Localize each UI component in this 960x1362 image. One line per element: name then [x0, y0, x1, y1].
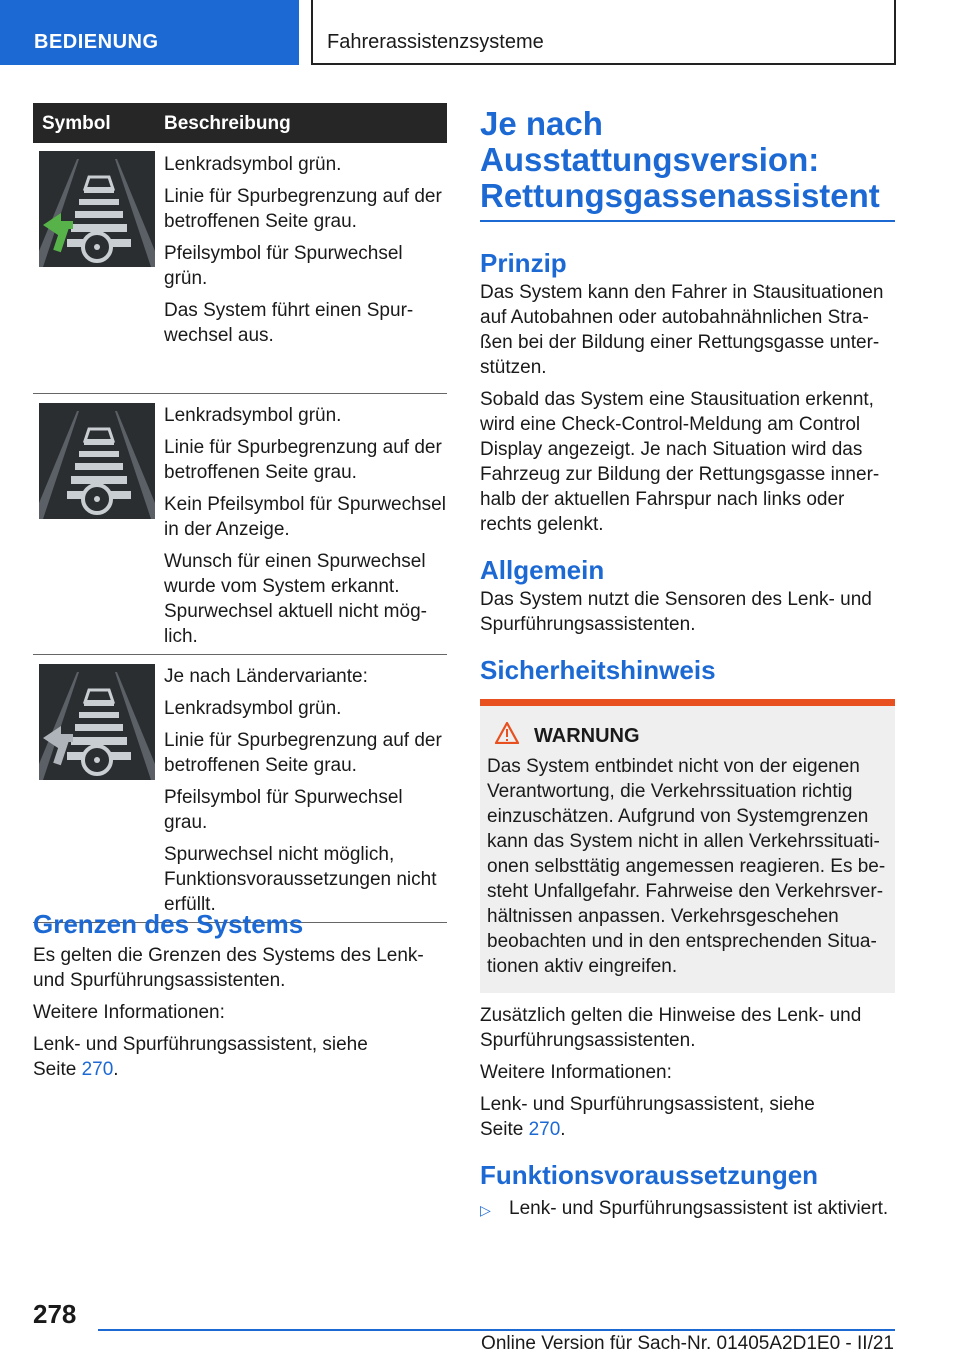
description-line: Pfeilsymbol für Spurwechsel grau.	[164, 787, 403, 833]
column-header-symbol: Symbol	[42, 113, 111, 134]
chapter-title: Fahrerassistenzsysteme	[311, 0, 896, 65]
table-row	[33, 143, 447, 394]
reference-text	[480, 1092, 895, 1142]
general-heading: Allgemein	[480, 555, 605, 585]
description-line: Linie für Spurbegrenzung auf der betroffenen Seite grau.	[164, 186, 442, 232]
extra-text: Zusätzlich gelten die Hinweise des Lenk- und Spurführungsassistenten.	[480, 1005, 862, 1051]
page-link[interactable]: 270	[81, 1059, 114, 1080]
list-item-text: Lenk- und Spurführungsassistent ist aktiviert.	[509, 1198, 889, 1219]
table-row	[33, 394, 447, 655]
footer-online-version: Online Version für Sach-Nr. 01405A2D1E0 - II/21	[481, 1333, 894, 1354]
warning-label: WARNUNG	[534, 724, 640, 747]
more-info-label: Weitere Informationen:	[480, 1062, 672, 1083]
description-line: Linie für Spurbegrenzung auf der betroffenen Seite grau.	[164, 437, 442, 483]
reference-end: .	[113, 1059, 119, 1080]
principle-text: Das System kann den Fahrer in Stausituationen auf Autobahnen oder autobahnähnlichen Straßen bei der Bildung einer Rettungsgasse unterstützen.	[480, 282, 884, 378]
warning-text: Das System entbindet nicht von der eigenen Verantwortung, die Verkehrssituation richtig einzuschätzen. Aufgrund von Systemgrenzen kann das System nicht in allen Verkehrssituationen selbsttätig angemessen reagieren. Es besteht Unfallgefahr. Fahrweise den Verkehrsverhältnissen anpassen. Verkehrsgeschehen beobachten und in den entsprechenden Situationen aktiv eingreifen.	[487, 756, 886, 977]
safety-heading: Sicherheitshinweis	[480, 655, 716, 685]
bullet-triangle-icon: ▷	[480, 1202, 491, 1218]
description-line: Je nach Ländervariante:	[164, 666, 368, 687]
table-row	[33, 655, 447, 923]
page-number: 278	[33, 1299, 77, 1329]
column-header-description: Beschreibung	[164, 113, 291, 134]
section-title: Je nach Ausstattungsversion: Rettungsgassenassistent	[480, 106, 895, 222]
principle-text: Sobald das System eine Stausituation erkennt, wird eine Check-Control-Meldung am Control Display angezeigt. Je nach Situation wird das Fahrzeug zur Bildung der Rettungsgasse innerhalb der aktuellen Fahrspur nach links oder rechts gelenkt.	[480, 389, 880, 535]
limits-text: Es gelten die Grenzen des Systems des Lenk- und Spurführungsassistenten.	[33, 945, 424, 991]
right-column	[480, 106, 895, 1223]
reference-label: Lenk- und Spurführungsassistent, siehe	[480, 1094, 815, 1115]
principle-heading: Prinzip	[480, 248, 567, 278]
more-info-label: Weitere Informationen:	[33, 1002, 225, 1023]
warning-triangle-icon	[495, 722, 534, 750]
warning-header	[487, 722, 887, 750]
description-line: Lenkradsymbol grün.	[164, 154, 342, 175]
row-description	[164, 394, 447, 662]
footer-divider	[98, 1329, 895, 1331]
warning-box	[480, 699, 895, 993]
description-line: Kein Pfeilsymbol für Spurwechsel in der Anzeige.	[164, 494, 446, 540]
page-prefix: Seite	[33, 1059, 77, 1080]
row-description	[164, 655, 447, 930]
page-link[interactable]: 270	[528, 1119, 561, 1140]
description-line: Linie für Spurbegrenzung auf der betroffenen Seite grau.	[164, 730, 442, 776]
reference-text	[33, 1032, 447, 1082]
description-line: Wunsch für einen Spurwechsel wurde vom System erkannt. Spurwechsel aktuell nicht möglich.	[164, 551, 427, 647]
reference-label: Lenk- und Spurführungsassistent, siehe	[33, 1034, 368, 1055]
page-prefix: Seite	[480, 1119, 524, 1140]
description-line: Das System führt einen Spurwechsel aus.	[164, 300, 414, 346]
description-line: Pfeilsymbol für Spurwechsel grün.	[164, 243, 403, 289]
description-line: Spurwechsel nicht möglich, Funktionsvoraussetzungen nicht erfüllt.	[164, 844, 437, 915]
lane-change-wish-icon	[39, 403, 155, 519]
list-item	[480, 1196, 895, 1223]
symbol-table	[33, 103, 447, 923]
description-line: Lenkradsymbol grün.	[164, 405, 342, 426]
lane-change-left-green-icon	[39, 151, 155, 267]
lane-change-left-grey-icon	[39, 664, 155, 780]
limits-heading: Grenzen des Systems	[33, 909, 304, 939]
section-tab[interactable]: BEDIENUNG	[0, 0, 299, 65]
requirements-heading: Funktionsvoraussetzungen	[480, 1160, 819, 1190]
description-line: Lenkradsymbol grün.	[164, 698, 342, 719]
reference-end: .	[560, 1119, 566, 1140]
row-description	[164, 143, 447, 361]
general-text: Das System nutzt die Sensoren des Lenk- und Spurführungsassistenten.	[480, 589, 872, 635]
limits-section	[33, 909, 447, 1089]
table-header	[33, 103, 447, 143]
